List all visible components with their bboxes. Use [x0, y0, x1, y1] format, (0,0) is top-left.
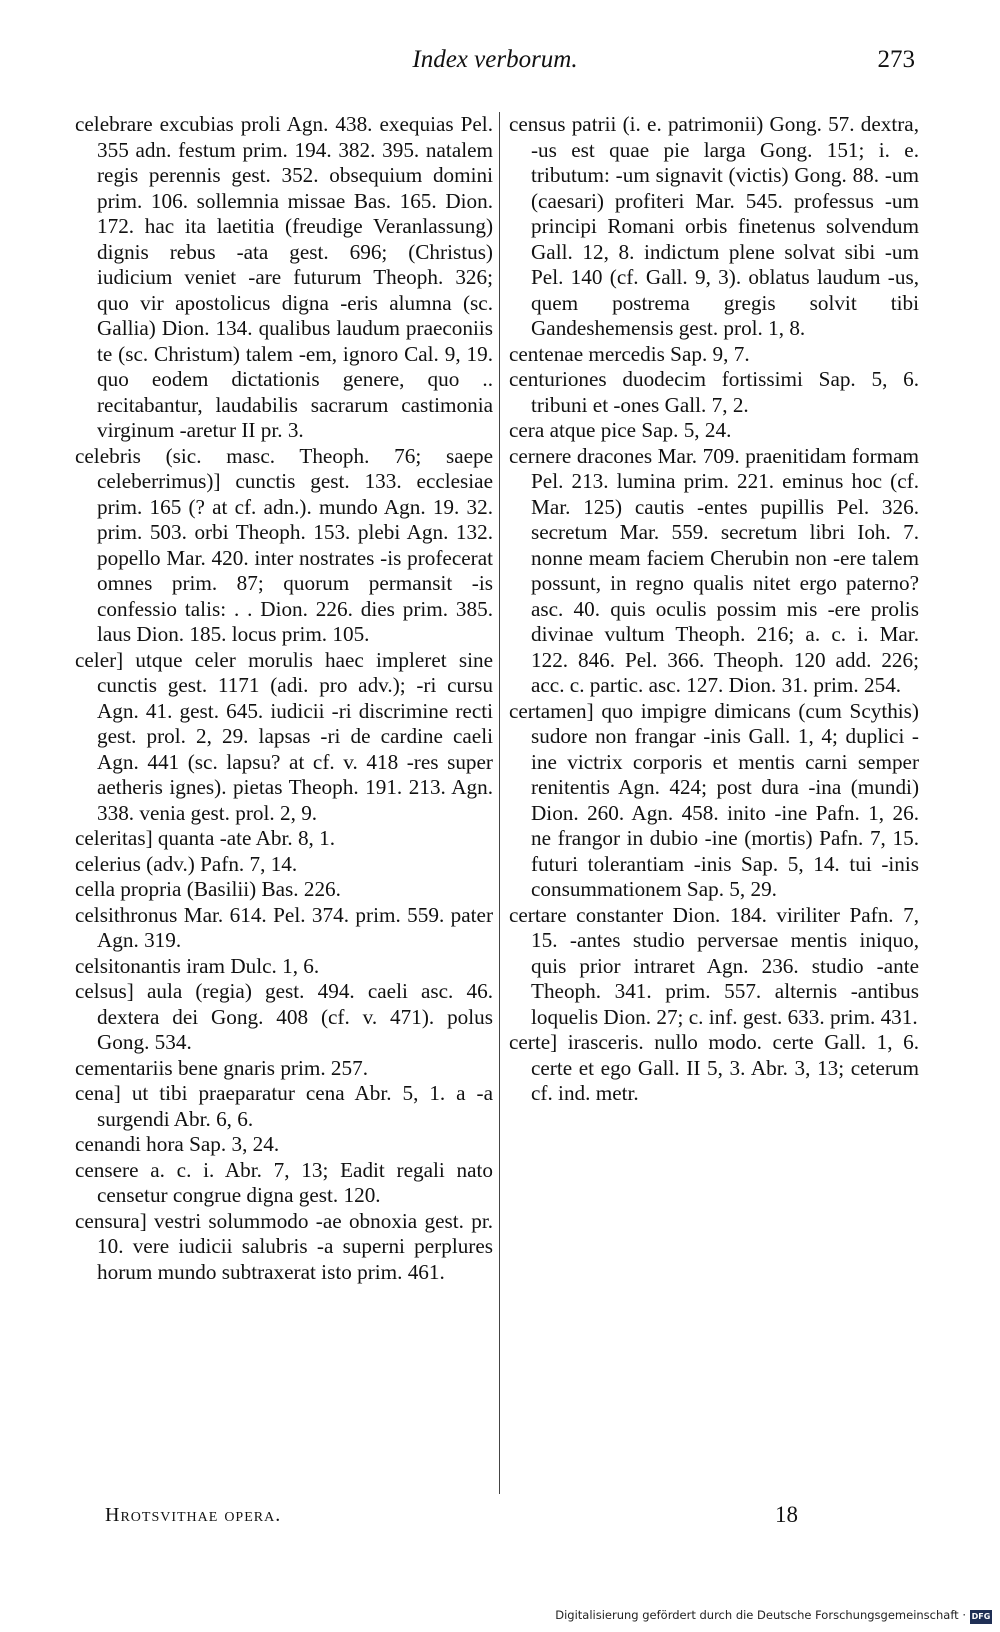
- index-entry: celsitonantis iram Dulc. 1, 6.: [75, 953, 320, 978]
- sheet-number: 18: [775, 1502, 798, 1527]
- index-entry: centenae mercedis Sap. 9, 7.: [509, 341, 750, 366]
- index-entry: certare constanter Dion. 184. viriliter Pafn. 7, 15. -antes studio perversae mentis iniquo, quis prior intraret Agn. 236. studio -ante Theoph. 341. prim. 557. alternis -antibus loquelis Dion. 27; c. inf. gest. 633. prim. 431.: [509, 902, 919, 1029]
- page-header: [75, 46, 915, 80]
- index-entry: cella propria (Basilii) Bas. 226.: [75, 877, 341, 901]
- index-entry: censere a. c. i. Abr. 7, 13; Eadit regali nato censetur congrue digna gest. 120.: [75, 1157, 493, 1207]
- index-entry: celsithronus Mar. 614. Pel. 374. prim. 559. pater Agn. 319.: [75, 902, 493, 952]
- page-number: 273: [877, 46, 915, 73]
- index-entry: centuriones duodecim fortissimi Sap. 5, 6. tribuni et -ones Gall. 7, 2.: [509, 367, 919, 417]
- index-entry: celsus] aula (regia) gest. 494. caeli asc. 46. dextera dei Gong. 408 (cf. v. 471). polus Gong. 534.: [75, 979, 493, 1054]
- index-entry: celebrare excubias proli Agn. 438. exequias Pel. 355 adn. festum prim. 194. 382. 395. natalem regis perennis gest. 352. obsequium domini prim. 106. sollemnia missae Bas. 165. Dion. 172. hac ita laetitia (freudige Veranlassung) dignis rebus -ata gest. 696; (Christus) iudicium veniet -are futurum Theoph. 326; quo vir apostolicus digna -eris alumna (sc. Gallia) Dion. 134. qualibus laudum praeconiis te (sc. Christum) talem -em, ignoro Cal. 9, 19. quo eodem dictationis genere, quo .. recitabantur, laudabilis sacrarum castimonia virginum -aretur II pr. 3.: [75, 112, 493, 442]
- index-entry: cernere dracones Mar. 709. praenitidam formam Pel. 213. lumina prim. 221. eminus hoc (cf. Mar. 125) cautis -entes pupillis Pel. 326. secretum Mar. 559. secretum libri Ioh. 7. nonne meam faciem Cherubin non -ere talem possunt, in regno qualis nitet ergo paterno? asc. 40. quis oculis possim mis -ere prolis divinae vultum Theoph. 216; a. c. i. Mar. 122. 846. Pel. 366. Theoph. 120 add. 226; acc. c. partic. asc. 127. Dion. 31. prim. 254.: [509, 443, 919, 697]
- index-entry: certamen] quo impigre dimicans (cum Scythis) sudore non frangar -inis Gall. 1, 4; duplici -ine victrix corporis et mentis carni semper renitentis Agn. 424; post dura -ina (mundi) Dion. 260. Agn. 458. inito -ine Pafn. 1, 26. ne frangor in dubio -ine (mortis) Pafn. 7, 15. futuri tolerantiam -inis Sap. 5, 14. tui -inis consummationem Sap. 5, 29.: [509, 698, 919, 901]
- index-entry: certe] irasceris. nullo modo. certe Gall. 1, 6. certe et ego Gall. II 5, 3. Abr. 3, 13; ceterum cf. ind. metr.: [509, 1030, 919, 1105]
- index-entry: cenandi hora Sap. 3, 24.: [75, 1132, 280, 1156]
- index-entry: cena] ut tibi praeparatur cena Abr. 5, 1. a -a surgendi Abr. 6, 6.: [75, 1081, 493, 1131]
- index-entry: celebris (sic. masc. Theoph. 76; saepe celeberrimus)] cunctis gest. 133. ecclesiae prim. 165 (? at cf. adn.). mundo Agn. 19. 32. prim. 503. orbi Theoph. 153. plebi Agn. 132. popello Mar. 420. inter nostrates -is profecerat omnes prim. 87; quorum permansit -is confessio talis: . . Dion. 226. dies prim. 385. laus Dion. 185. locus prim. 105.: [75, 443, 493, 646]
- index-column-left: [75, 112, 493, 1492]
- index-entry: census patrii (i. e. patrimonii) Gong. 57. dextra, -us est quae pie larga Gong. 151; i. e. tributum: -um signavit (victis) Gong. 88. -um (caesari) profiteri Mar. 545. professus -um principi Romani orbis finetenus solvendum Gall. 12, 8. indictum plene solvat sibi -um Pel. 140 (cf. Gall. 9, 3). oblatus laudum -us, quem postrema gregis solvit tibi Gandeshemensis gest. prol. 1, 8.: [509, 112, 919, 340]
- column-divider: [499, 112, 500, 1494]
- index-entry: cera atque pice Sap. 5, 24.: [509, 418, 732, 442]
- index-entry: celeritas] quanta -ate Abr. 8, 1.: [75, 826, 336, 850]
- digitization-note: Digitalisierung gefördert durch die Deutsche Forschungsgemeinschaft ·: [555, 1608, 966, 1622]
- printer-signature: Hrotsvithae opera.: [105, 1504, 282, 1526]
- dfg-logo: DFG: [970, 1610, 992, 1624]
- index-column-right: [509, 112, 919, 1492]
- index-entry: cementariis bene gnaris prim. 257.: [75, 1055, 369, 1080]
- index-entry: celer] utque celer morulis haec impleret sine cunctis gest. 1171 (adi. pro adv.); -ri cursu Agn. 41. gest. 645. iudicii -ri discrimine recti gest. prol. 2, 29. lapsas -ri de cardine caeli Agn. 441 (sc. lapsu? at cf. v. 418 -res super aetheris ignes). pietas Theoph. 191. 213. Agn. 338. venia gest. prol. 2, 9.: [75, 647, 493, 825]
- index-entry: censura] vestri solummodo -ae obnoxia gest. pr. 10. vere iudicii salubris -a superni perplures horum mundo subtraxerat isto prim. 461.: [75, 1208, 493, 1284]
- index-entry: celerius (adv.) Pafn. 7, 14.: [75, 851, 298, 876]
- page-footer: [75, 1502, 920, 1534]
- running-title: Index verborum.: [412, 46, 578, 73]
